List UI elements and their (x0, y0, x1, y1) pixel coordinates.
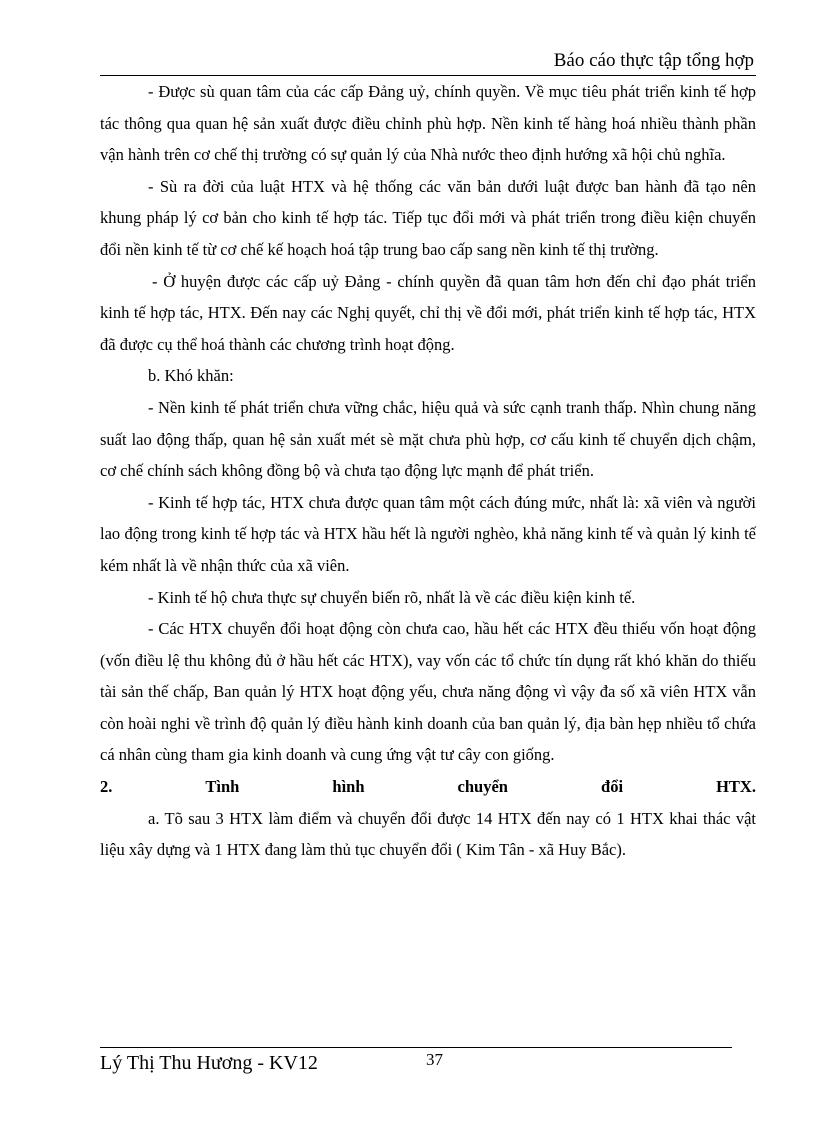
subheading-difficulties: b. Khó khăn: (148, 366, 234, 386)
section-heading-word: đổi (601, 777, 624, 797)
section-heading-2 (100, 771, 756, 803)
page-number: 37 (426, 1050, 443, 1069)
paragraph-difficulty-4: - Các HTX chuyển đổi hoạt động còn chưa cao, hầu hết các HTX đều thiếu vốn hoạt động (vốn điều lệ thu không đủ ở hầu hết các HTX), vay vốn các tổ chức tín dụng rất khó khăn do thiếu tài sản thế chấp, Ban quản lý HTX hoạt động yếu, chưa năng động vì vậy đa số xã viên HTX vẫn còn hoài nghi về trình độ quản lý điều hành kinh doanh của ban quản lý, địa bàn hẹp nhiều tổ chứa cá nhân cùng tham gia kinh doanh và cung ứng vật tư cây con giống. (100, 619, 756, 765)
section-heading-word: chuyển (457, 777, 508, 797)
running-header: Báo cáo thực tập tổng hợp (553, 50, 754, 71)
footer-author: Lý Thị Thu Hương - KV12 (100, 1052, 318, 1074)
section-heading-word: hình (332, 777, 365, 797)
paragraph-difficulty-1: - Nền kinh tế phát triển chưa vững chắc, hiệu quả và sức cạnh tranh thấp. Nhìn chung năng suất lao động thấp, quan hệ sản xuất mét sè mặt chưa phù hợp, cơ cấu kinh tế chuyển dịch chậm, cơ chế chính sách không đồng bộ và chưa tạo động lực mạnh để phát triển. (100, 397, 756, 481)
paragraph-advantage-2: - Sù ra đời của luật HTX và hệ thống các văn bản dưới luật được ban hành đã tạo nên khung pháp lý cơ bản cho kinh tế hợp tác. Tiếp tục đổi mới và phát triển trong điều kiện chuyển đổi nền kinh tế từ cơ chế kế hoạch hoá tập trung bao cấp sang nền kinh tế thị trường. (100, 176, 756, 259)
footer-rule (100, 1047, 732, 1048)
section-heading-word: Tình (205, 777, 240, 797)
paragraph-advantage-1: - Được sù quan tâm của các cấp Đảng uỷ, chính quyền. Về mục tiêu phát triển kinh tế hợp tác thông qua quan hệ sản xuất được điều chỉnh phù hợp. Nền kinh tế hàng hoá nhiều thành phần vận hành trên cơ chế thị trường có sự quản lý của Nhà nước theo định hướng xã hội chủ nghĩa. (100, 82, 756, 165)
paragraph-difficulty-3: - Kinh tế hộ chưa thực sự chuyển biến rõ, nhất là về các điều kiện kinh tế. (148, 587, 636, 607)
section-number: 2. (100, 777, 113, 797)
section-heading-word: HTX. (716, 777, 756, 797)
paragraph-advantage-3: - Ở huyện được các cấp uỷ Đảng - chính quyền đã quan tâm hơn đến chỉ đạo phát triển kinh tế hợp tác, HTX. Đến nay các Nghị quyết, chỉ thị về đổi mới, phát triển kinh tế hợp tác, HTX đã được cụ thể hoá thành các chương trình hoạt động. (100, 271, 756, 354)
paragraph-difficulty-2: - Kinh tế hợp tác, HTX chưa được quan tâm một cách đúng mức, nhất là: xã viên và người lao động trong kinh tế hợp tác và HTX hầu hết là người nghèo, khả năng kinh tế và quản lý kinh tế kém nhất là về nhận thức của xã viên. (100, 492, 756, 575)
document-body (100, 76, 756, 866)
paragraph-section-2a: a. Tõ sau 3 HTX làm điểm và chuyển đổi được 14 HTX đến nay có 1 HTX khai thác vật liệu xây dựng và 1 HTX đang làm thủ tục chuyển đổi ( Kim Tân - xã Huy Bắc). (100, 808, 756, 860)
